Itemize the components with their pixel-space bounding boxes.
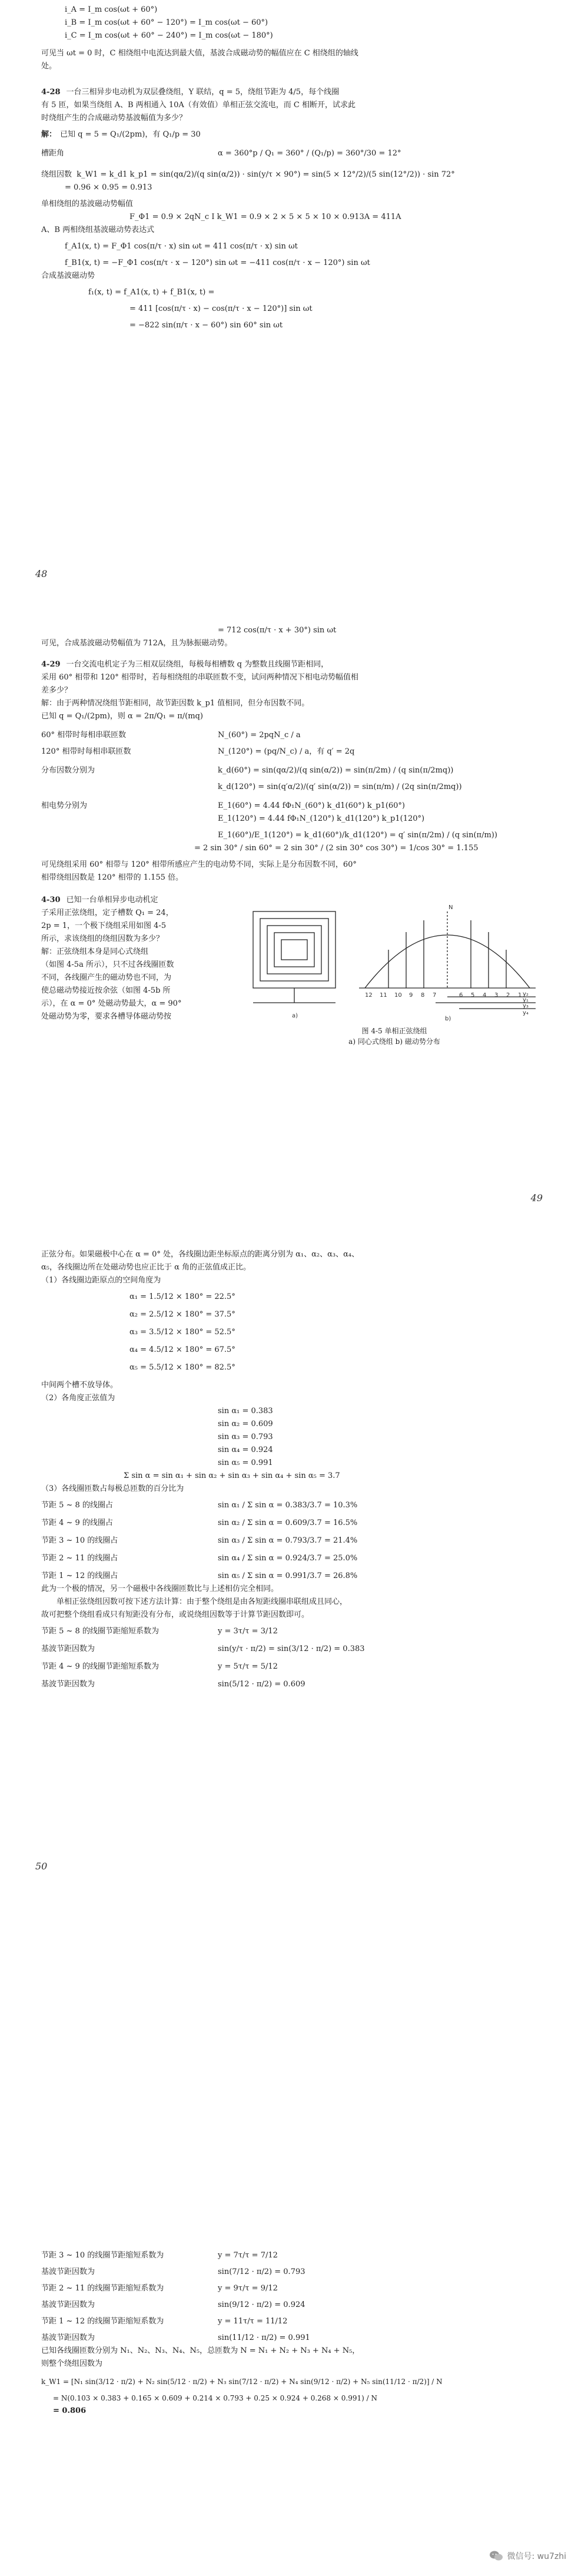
page-50	[0, 1248, 578, 1884]
pitch-label: 基波节距因数为	[41, 2267, 95, 2276]
problem-text: 有 5 匝，如果当绕组 A、B 两相通入 10A（有效值）单相正弦交流电，而 C 相断开，试求此	[41, 101, 356, 110]
conclusion-text: 故可把整个绕组看成只有短距没有分布，或说绕组因数等于计算节距因数即可。	[41, 1610, 310, 1619]
combined-label: 合成基波磁动势	[41, 271, 95, 280]
axis-label: y₄	[523, 1010, 529, 1016]
percent-label: 节距 3 ~ 10 的线圈占	[41, 1536, 118, 1545]
ratio-result: = 2 sin 30° / sin 60° = 2 sin 30° / (2 sin 30° cos 30°) = 1/cos 30° = 1.155	[194, 844, 479, 853]
final-result: = 0.806	[53, 2406, 87, 2415]
pitch-formula: y = 9τ/τ = 9/12	[218, 2284, 278, 2293]
page-number: 48	[35, 568, 48, 579]
pitch-label: 节距 5 ~ 8 的线圈节距缩短系数为	[41, 1627, 159, 1636]
problem-text: 差多少？	[41, 686, 72, 695]
figure-4-5-drawing	[241, 894, 547, 1023]
percent-formula: sin α₁ / Σ sin α = 0.383/3.7 = 10.3%	[218, 1501, 358, 1510]
slot-angle-formula: α = 360°p / Q₁ = 360° / (Q₁/p) = 360°/30 = 12°	[218, 149, 401, 158]
pitch-formula: sin(9/12 · π/2) = 0.924	[218, 2300, 305, 2309]
f1-formula: = 411 [cos(π/τ · x) − cos(π/τ · x − 120°)] sin ωt	[129, 304, 313, 313]
fb-formula: f_B1(x, t) = −F_Φ1 cos(π/τ · x − 120°) sin ωt = −411 cos(π/τ · x − 120°) sin ωt	[65, 258, 370, 267]
slot-label: 5	[471, 992, 475, 999]
sine-value: sin α₁ = 0.383	[218, 1407, 273, 1415]
pitch-formula: sin(7/12 · π/2) = 0.793	[218, 2267, 305, 2276]
sine-value: sin α₂ = 0.609	[218, 1420, 273, 1428]
winding-factor-result: = 0.96 × 0.95 = 0.913	[65, 183, 152, 192]
figure-caption: a) 同心式绕组 b) 磁动势分布	[348, 1037, 440, 1046]
slot-angle-label: 槽距角	[41, 149, 65, 158]
formula-ib: i_B = I_m cos(ωt + 60° − 120°) = I_m cos(ωt − 60°)	[65, 18, 268, 27]
solution-text: 使总磁动势接近按余弦（如图 4-5b 所	[41, 986, 171, 995]
percent-label: 节距 2 ~ 11 的线圈占	[41, 1554, 118, 1563]
comparison-text: 可见绕组采用 60° 相带与 120° 相带所感应产生的电动势不同，实际上是分布因数不同，60°	[41, 860, 357, 869]
winding-factor-label: 绕组因数	[41, 170, 72, 179]
page-51	[0, 2249, 578, 2576]
solution-text: 已知 q = 5 = Q₁/(2pm)，有 Q₁/p = 30	[60, 130, 201, 139]
comparison-text: 相带绕组因数是 120° 相带的 1.155 倍。	[41, 873, 184, 882]
pitch-formula: y = 5τ/τ = 5/12	[218, 1662, 278, 1671]
final-formula: k_W1 = [N₁ sin(3/12 · π/2) + N₂ sin(5/12 · π/2) + N₃ sin(7/12 · π/2) + N₄ sin(9/12 · π/2) + N₅ sin(11/12 · π/2)] / N	[41, 2378, 443, 2386]
n60-label: 60° 相带时每相串联匝数	[41, 731, 127, 740]
slot-label: 11	[380, 992, 387, 999]
slot-label: 9	[409, 992, 413, 999]
fig-b-label: b)	[445, 1016, 451, 1022]
ratio-formula: E_1(60°)/E_1(120°) = k_d1(60°)/k_d1(120°) = q′ sin(π/2m) / (q sin(π/m))	[218, 831, 497, 840]
solution-text: 处磁动势为零，要求各槽导体磁动势按	[41, 1012, 172, 1021]
solution-text: （如图 4-5a 所示），只不过各线圈匝数	[41, 960, 174, 969]
problem-text: 已知一台单相异步电动机定	[66, 896, 158, 904]
pitch-label: 节距 2 ~ 11 的线圈节距缩短系数为	[41, 2284, 164, 2293]
pitch-formula: sin(5/12 · π/2) = 0.609	[218, 1680, 305, 1689]
angle-formula: α₄ = 4.5/12 × 180° = 67.5°	[129, 1345, 235, 1354]
axis-label: N	[449, 904, 453, 911]
fig-a-label: a)	[292, 1013, 298, 1019]
problem-text: 2p = 1，一个极下绕组采用如图 4-5	[41, 921, 167, 930]
slot-label: 12	[365, 992, 373, 999]
e60-formula: E_1(60°) = 4.44 fΦ₁N_(60°) k_d1(60°) k_p1(60°)	[218, 801, 405, 810]
pitch-formula: y = 7τ/τ = 7/12	[218, 2251, 278, 2260]
angle-formula: α₃ = 3.5/12 × 180° = 52.5°	[129, 1328, 235, 1337]
pitch-formula: y = 11τ/τ = 11/12	[218, 2317, 288, 2326]
problem-number: 4-28	[41, 88, 61, 97]
conclusion-text: 可见，合成基波磁动势幅值为 712A，且为脉振磁动势。	[41, 639, 232, 648]
slot-label: 10	[394, 992, 402, 999]
pitch-formula: y = 3τ/τ = 3/12	[218, 1627, 278, 1636]
pitch-label: 节距 4 ~ 9 的线圈节距缩短系数为	[41, 1662, 159, 1671]
problem-text: 时绕组产生的合成磁动势基波幅值为多少？	[41, 114, 187, 122]
pitch-label: 基波节距因数为	[41, 2300, 95, 2309]
n120-formula: N_(120°) = (pq/N_c) / a，有 q′ = 2q	[218, 747, 355, 756]
pitch-label: 基波节距因数为	[41, 2333, 95, 2342]
axis-label: y₁	[523, 997, 529, 1003]
f1-formula: f₁(x, t) = f_A1(x, t) + f_B1(x, t) =	[88, 288, 215, 297]
sum-formula: Σ sin α = sin α₁ + sin α₂ + sin α₃ + sin α₄ + sin α₅ = 3.7	[124, 1471, 340, 1480]
n60-formula: N_(60°) = 2pqN_c / a	[218, 731, 301, 740]
page-49	[0, 624, 578, 1225]
pitch-label: 节距 1 ~ 12 的线圈节距缩短系数为	[41, 2317, 164, 2326]
sine-value: sin α₃ = 0.793	[218, 1433, 273, 1441]
problem-text: 所示，求该绕组的绕组因数为多少？	[41, 934, 164, 943]
pitch-label: 基波节距因数为	[41, 1645, 95, 1653]
angle-formula: α₁ = 1.5/12 × 180° = 22.5°	[129, 1292, 235, 1301]
sine-value: sin α₄ = 0.924	[218, 1446, 273, 1454]
solution-text: 不同，各线圈产生的磁动势也不同，为	[41, 973, 172, 982]
percent-formula: sin α₂ / Σ sin α = 0.609/3.7 = 16.5%	[218, 1519, 358, 1527]
problem-text: 一台三相异步电动机为双层叠绕组，Y 联结，q = 5，绕组节距为 4/5，每个线圈	[66, 88, 340, 97]
slot-label: 8	[421, 992, 425, 999]
intro-text: α₅，各线圈边所在处磁动势也应正比于 α 角的正弦值成正比。	[41, 1263, 251, 1272]
percent-formula: sin α₃ / Σ sin α = 0.793/3.7 = 21.4%	[218, 1536, 358, 1545]
continued-formula: = 712 cos(π/τ · x + 30°) sin ωt	[218, 626, 337, 635]
emf-label: 相电势分别为	[41, 801, 88, 810]
solution-text: 示），在 α = 0° 处磁动势最大，α = 90°	[41, 999, 182, 1008]
kd120-formula: k_d(120°) = sin(q′α/2)/(q′ sin(α/2)) = sin(π/m) / (2q sin(π/2mq))	[218, 783, 462, 791]
final-formula: = N(0.103 × 0.383 + 0.165 × 0.609 + 0.214 × 0.793 + 0.25 × 0.924 + 0.268 × 0.991) / N	[53, 2394, 377, 2402]
page-number: 50	[35, 1861, 48, 1872]
slot-label: 7	[433, 992, 437, 999]
slot-label: 2	[506, 992, 510, 999]
problem-text: 一台交流电机定子为三相双层绕组，每极每相槽数 q 为整数且线圈节距相同，	[66, 660, 329, 669]
solution-text: 解：由于两种情况绕组节距相同，故节距因数 k_p1 值相同，但分布因数不同。	[41, 699, 310, 708]
conclusion-text: 此为一个极的情况，另一个磁极中各线圈匝数比与上述相仿完全相同。	[41, 1584, 279, 1593]
n120-label: 120° 相带时每相串联匝数	[41, 747, 131, 756]
watermark	[489, 2550, 566, 2562]
figure-caption: 图 4-5 单相正弦绕组	[361, 1027, 427, 1035]
formula-ia: i_A = I_m cos(ωt + 60°)	[65, 5, 158, 14]
slot-label: 4	[483, 992, 487, 999]
pitch-formula: sin(11/12 · π/2) = 0.991	[218, 2333, 310, 2342]
solution-text: 解：正弦绕组本身是同心式绕组	[41, 947, 149, 956]
percent-formula: sin α₅ / Σ sin α = 0.991/3.7 = 26.8%	[218, 1572, 358, 1580]
problem-number: 4-30	[41, 896, 61, 904]
fa-formula: f_A1(x, t) = F_Φ1 cos(π/τ · x) sin ωt = 411 cos(π/τ · x) sin ωt	[65, 242, 298, 251]
winding-factor-formula: k_W1 = k_d1 k_p1 = sin(qα/2)/(q sin(α/2)) · sin(y/τ × 90°) = sin(5 × 12°/2)/(5 sin(12°/2)) · sin 72°	[77, 170, 455, 179]
slot-label: 3	[494, 992, 499, 999]
intro-text: 正弦分布。如果磁极中心在 α = 0° 处，各线圈边距坐标原点的距离分别为 α₁、α₂、α₃、α₄、	[41, 1250, 360, 1259]
wechat-icon	[489, 2550, 503, 2562]
figure-4-5	[241, 894, 547, 1046]
percent-label: 节距 1 ~ 12 的线圈占	[41, 1572, 118, 1580]
e120-formula: E_1(120°) = 4.44 fΦ₁N_(120°) k_d1(120°) k_p1(120°)	[218, 814, 425, 823]
page-number: 49	[530, 1192, 543, 1204]
formula-ic: i_C = I_m cos(ωt + 60° − 240°) = I_m cos(ωt − 180°)	[65, 31, 273, 40]
problem-text: 子采用正弦绕组，定子槽数 Q₁ = 24，	[41, 909, 174, 917]
pitch-label: 基波节距因数为	[41, 1680, 95, 1689]
f1-formula: = −822 sin(π/τ · x − 60°) sin 60° sin ωt	[129, 321, 283, 330]
solution-label: 解：	[41, 130, 57, 139]
step-text: （2）各角度正弦值为	[41, 1394, 115, 1403]
intro-text-2: 处。	[41, 62, 57, 71]
single-phase-formula: F_Φ1 = 0.9 × 2qN_c I k_W1 = 0.9 × 2 × 5 × 5 × 10 × 0.913A = 411A	[129, 213, 401, 221]
final-intro: 则整个绕组因数为	[41, 2359, 103, 2368]
distribution-label: 分布因数分别为	[41, 766, 95, 775]
percent-label: 节距 4 ~ 9 的线圈占	[41, 1519, 113, 1527]
slot-label: 6	[459, 992, 463, 999]
ab-label: A、B 两相绕组基波磁动势表达式	[41, 226, 155, 234]
sine-value: sin α₅ = 0.991	[218, 1458, 273, 1467]
single-phase-label: 单相绕组的基波磁动势幅值	[41, 200, 134, 208]
pitch-label: 节距 3 ~ 10 的线圈节距缩短系数为	[41, 2251, 164, 2260]
angle-formula: α₅ = 5.5/12 × 180° = 82.5°	[129, 1363, 235, 1372]
problem-text: 采用 60° 相带和 120° 相带时，若每相绕组的串联匝数不变，试问两种情况下相电动势幅值相	[41, 673, 358, 682]
pitch-formula: sin(y/τ · π/2) = sin(3/12 · π/2) = 0.383	[218, 1645, 365, 1653]
angle-formula: α₂ = 2.5/12 × 180° = 37.5°	[129, 1310, 235, 1319]
page-48	[0, 0, 578, 589]
intro-text: 可见当 ωt = 0 时，C 相绕组中电流达到最大值，基波合成磁动势的幅值应在 C 相绕组的轴线	[41, 49, 358, 58]
percent-formula: sin α₄ / Σ sin α = 0.924/3.7 = 25.0%	[218, 1554, 358, 1563]
conclusion-text: 单相正弦绕组因数可按下述方法计算：由于整个绕组是由各短距线圈串联组成且同心，	[57, 1597, 348, 1606]
watermark-text: 微信号: wu7zhi	[507, 2552, 566, 2561]
step-text: （3）各线圈匝数占每极总匝数的百分比为	[41, 1484, 184, 1493]
slot-label: 1	[518, 992, 522, 999]
axis-label: y₃	[523, 1003, 529, 1009]
given-text: 已知 q = Q₁/(2pm)，则 α = 2π/Q₁ = π/(mq)	[41, 712, 203, 721]
problem-number: 4-29	[41, 660, 61, 669]
kd60-formula: k_d(60°) = sin(qα/2)/(q sin(α/2)) = sin(π/2m) / (q sin(π/2mq))	[218, 766, 454, 775]
axis-label: y₂	[523, 991, 529, 997]
final-intro: 已知各线圈匝数分别为 N₁、N₂、N₃、N₄、N₅，总匝数为 N = N₁ + N₂ + N₃ + N₄ + N₅，	[41, 2346, 360, 2355]
percent-label: 节距 5 ~ 8 的线圈占	[41, 1501, 113, 1510]
step-text: （1）各线圈边距原点的空间角度为	[41, 1276, 161, 1285]
note-text: 中间两个槽不放导体。	[41, 1381, 118, 1390]
